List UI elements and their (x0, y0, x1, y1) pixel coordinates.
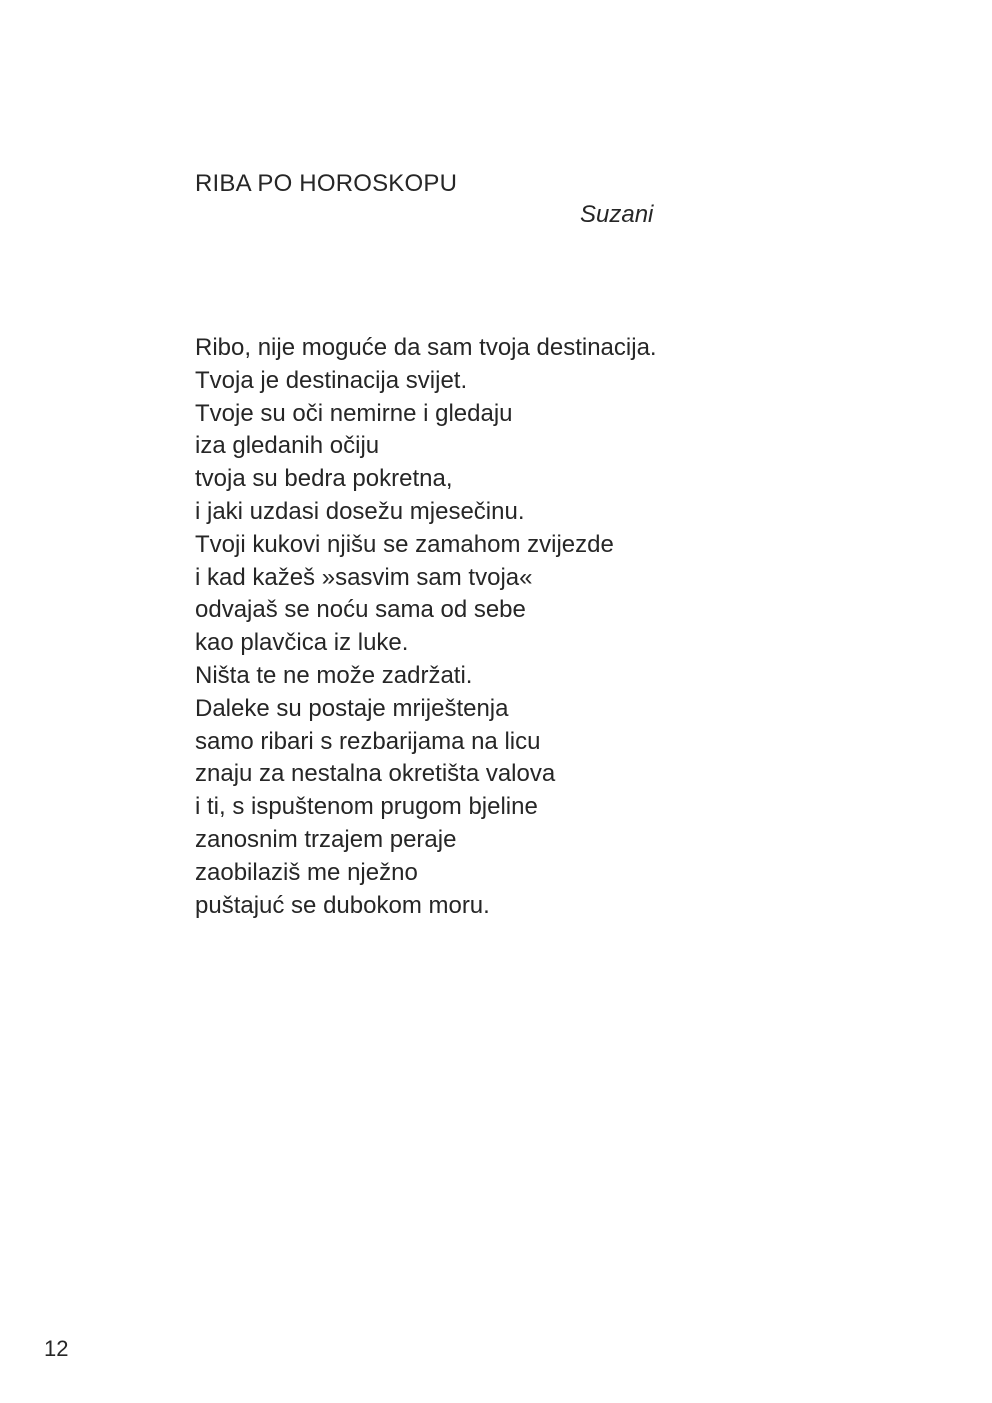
poem-line: Tvoja je destinacija svijet. (195, 366, 468, 394)
poem-dedication: Suzani (580, 201, 654, 228)
poem-line: odvajaš se noću sama od sebe (195, 596, 526, 624)
poem-line: zaobilaziš me nježno (195, 858, 418, 886)
poem-line: Ribo, nije moguće da sam tvoja destinacija. (195, 334, 657, 361)
poem-line: i kad kažeš »sasvim sam tvoja« (195, 563, 533, 591)
poem-line: Ništa te ne može zadržati. (195, 661, 473, 689)
poem-title: RIBA PO HOROSKOPU (195, 170, 458, 197)
poem-line: Daleke su postaje mriještenja (195, 694, 509, 722)
poem-line: kao plavčica iz luke. (195, 629, 409, 657)
poem-line: znaju za nestalna okretišta valova (195, 760, 556, 788)
poem-line: tvoja su bedra pokretna, (195, 465, 453, 493)
poem-line: zanosnim trzajem peraje (195, 825, 457, 853)
poem-line: Tvoje su oči nemirne i gledaju (195, 399, 513, 427)
poem-body (195, 332, 657, 922)
poem-line: Tvoji kukovi njišu se zamahom zvijezde (195, 530, 614, 558)
poem-line: samo ribari s rezbarijama na licu (195, 727, 541, 755)
poem-line: i jaki uzdasi dosežu mjesečinu. (195, 497, 525, 525)
page-number: 12 (44, 1336, 69, 1361)
poem-line: puštajuć se dubokom moru. (195, 891, 490, 919)
poem-line: iza gledanih očiju (195, 432, 380, 460)
poem-line: i ti, s ispuštenom prugom bjeline (195, 793, 538, 821)
